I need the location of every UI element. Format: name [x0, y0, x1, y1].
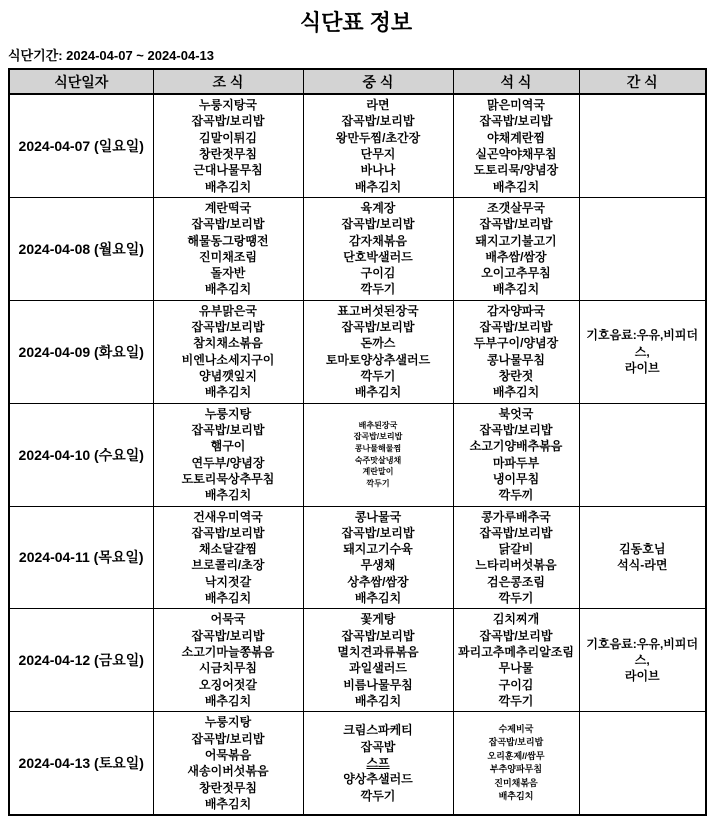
- menu-item: 깍두기: [366, 478, 390, 488]
- menu-item: 구이김: [360, 266, 396, 281]
- table-row: [9, 609, 706, 712]
- snack-cell: [579, 94, 706, 197]
- date-cell: 2024-04-12 (금요일): [9, 609, 153, 712]
- menu-item: 잡곡밥/보리밥: [488, 737, 544, 748]
- menu-item: 단무지: [360, 146, 396, 161]
- menu-item: 배추김치: [204, 385, 252, 400]
- snack-cell: [579, 712, 706, 815]
- page-title-text: 식단표 정보: [299, 10, 413, 35]
- menu-item: 진미채볶음: [494, 777, 538, 788]
- menu-item: 채소달걀찜: [199, 542, 257, 557]
- breakfast-cell: [153, 712, 303, 815]
- menu-item: 잡곡밥/보리밥: [341, 525, 415, 540]
- menu-item: 햄구이: [210, 439, 246, 454]
- snack-cell: [579, 403, 706, 506]
- menu-item: 기호음료:우유,비피더스,: [586, 328, 699, 359]
- snack-cell: [579, 609, 706, 712]
- menu-item: 콩가루배추국: [481, 509, 551, 524]
- snack-cell: [579, 300, 706, 403]
- menu-item: 깍두기: [360, 369, 396, 383]
- lunch-cell: [303, 403, 453, 506]
- meal-plan-table: [8, 68, 707, 816]
- menu-item: 잡곡밥/보리밥: [353, 432, 403, 442]
- menu-item: 잡곡밥/보리밥: [191, 628, 265, 643]
- menu-item: 잡곡밥: [360, 739, 396, 754]
- menu-item: 도토리묵/양념장: [473, 163, 559, 178]
- menu-item: 잡곡밥/보리밥: [341, 114, 415, 129]
- menu-item: 두부구이/양념장: [473, 336, 559, 351]
- menu-item: 배추김치: [492, 385, 540, 400]
- dinner-cell: [453, 403, 579, 506]
- menu-item: 잡곡밥/보리밥: [341, 217, 415, 232]
- menu-item: 단호박샐러드: [343, 249, 413, 264]
- menu-item: 브로콜리/초장: [191, 558, 265, 573]
- menu-item: 배추쌈/쌈장: [485, 249, 547, 264]
- menu-item: 어묵볶음: [204, 747, 252, 762]
- menu-item: 근대나물무침: [193, 163, 263, 178]
- date-cell: 2024-04-11 (목요일): [9, 506, 153, 609]
- menu-item: 잡곡밥/보리밥: [191, 114, 265, 129]
- dinner-cell: [453, 197, 579, 300]
- menu-item: 석식-라면: [617, 558, 668, 573]
- snack-cell: [579, 197, 706, 300]
- menu-item: 라이브: [624, 360, 660, 375]
- menu-item: 새송이버섯볶음: [187, 764, 269, 779]
- menu-item: 콩나물국: [354, 509, 402, 524]
- table-row: [9, 403, 706, 506]
- menu-item: 토마토양상추샐러드: [325, 352, 431, 367]
- menu-item: 조갯살무국: [487, 200, 545, 215]
- menu-item: 오리훈제//쌈무: [487, 750, 545, 761]
- menu-item: 배추김치: [498, 791, 534, 802]
- date-cell: 2024-04-07 (일요일): [9, 94, 153, 197]
- menu-item: 북엇국: [498, 406, 534, 421]
- menu-item: 양상추샐러드: [343, 772, 413, 787]
- date-cell: 2024-04-09 (화요일): [9, 300, 153, 403]
- menu-item: 김동호님: [619, 542, 666, 557]
- menu-item: 배추김치: [204, 591, 252, 606]
- menu-item: 감자양파국: [487, 303, 545, 318]
- menu-item: 배추김치: [354, 385, 402, 400]
- menu-item: 배추김치: [204, 796, 252, 811]
- dinner-cell: [453, 300, 579, 403]
- menu-item: 돼지고기수육: [343, 542, 413, 557]
- menu-item: 구이김: [498, 677, 534, 692]
- menu-item: 배추된장국: [358, 420, 398, 430]
- menu-item: 야채계란찜: [487, 130, 545, 145]
- menu-item: 부추양파무침: [489, 764, 543, 775]
- column-header-1: 조 식: [153, 69, 303, 94]
- menu-item: 계란떡국: [204, 200, 252, 215]
- menu-item: 잡곡밥/보리밥: [341, 320, 415, 335]
- menu-item: 잡곡밥/보리밥: [479, 114, 553, 129]
- menu-item: 소고기양배추볶음: [469, 439, 563, 454]
- menu-item: 왕만두찜/초간장: [335, 130, 421, 145]
- period-label: 식단기간: 2024-04-07 ~ 2024-04-13: [8, 48, 214, 63]
- dinner-cell: [453, 712, 579, 815]
- menu-item: 상추쌈/쌈장: [347, 574, 409, 589]
- menu-item: 깍두기: [498, 693, 534, 708]
- lunch-cell: [303, 712, 453, 815]
- menu-item: 닭갈비: [498, 542, 534, 557]
- column-header-4: 간 식: [579, 69, 706, 94]
- menu-item: 소고기마늘쫑볶음: [181, 645, 275, 659]
- menu-item: 오이고추무침: [481, 266, 551, 281]
- lunch-cell: [303, 94, 453, 197]
- dinner-cell: [453, 506, 579, 609]
- page-title: [0, 6, 712, 37]
- menu-item: 깍두기: [360, 282, 396, 297]
- table-row: [9, 94, 706, 197]
- menu-item: 라면: [366, 98, 390, 112]
- menu-item: 배추김치: [204, 282, 252, 297]
- menu-item: 오징어젓갈: [199, 677, 257, 692]
- menu-item: 비엔나소세지구이: [181, 352, 275, 367]
- menu-item: 배추김치: [492, 282, 540, 297]
- menu-item: 비름나물무침: [343, 677, 413, 692]
- menu-item: 표고버섯된장국: [337, 303, 419, 318]
- menu-item: 연두부/양념장: [191, 455, 265, 470]
- menu-item: 크림스파케티: [343, 723, 413, 738]
- menu-item: 무나물: [498, 661, 534, 676]
- menu-item: 낙지젓갈: [204, 574, 252, 589]
- menu-item: 누룽지탕: [204, 406, 252, 421]
- menu-item: 바나나: [360, 163, 396, 178]
- snack-cell: [579, 506, 706, 609]
- menu-item: 배추김치: [204, 179, 252, 194]
- menu-item: 검은콩조림: [487, 574, 545, 589]
- menu-item: 창란젓무침: [199, 146, 257, 161]
- date-cell: 2024-04-10 (수요일): [9, 403, 153, 506]
- menu-item: 건새우미역국: [193, 509, 263, 524]
- date-cell: 2024-04-08 (월요일): [9, 197, 153, 300]
- menu-item: 배추김치: [354, 591, 402, 606]
- menu-item: 돼지고기불고기: [475, 233, 557, 248]
- menu-item: 유부맑은국: [199, 303, 257, 318]
- lunch-cell: [303, 197, 453, 300]
- menu-item: 시금치무침: [199, 661, 257, 676]
- breakfast-cell: [153, 506, 303, 609]
- menu-item: 깍두기: [360, 788, 396, 803]
- menu-item: 스프: [366, 756, 390, 771]
- menu-item: 잡곡밥/보리밥: [479, 217, 553, 232]
- menu-item: 잡곡밥/보리밥: [191, 731, 265, 746]
- menu-item: 잡곡밥/보리밥: [191, 217, 265, 232]
- menu-item: 잡곡밥/보리밥: [341, 628, 415, 643]
- menu-item: 돌자반: [210, 266, 246, 281]
- menu-item: 창란젓무침: [199, 780, 257, 795]
- menu-item: 깍두끼: [498, 488, 534, 503]
- menu-item: 배추김치: [354, 693, 402, 708]
- menu-item: 실곤약야채무침: [475, 146, 557, 161]
- column-header-3: 석 식: [453, 69, 579, 94]
- menu-item: 누룽지탕국: [199, 98, 257, 112]
- menu-item: 무생채: [360, 558, 396, 573]
- breakfast-cell: [153, 94, 303, 197]
- menu-item: 누룽지탕: [204, 715, 252, 730]
- dinner-cell: [453, 94, 579, 197]
- menu-item: 느타리버섯볶음: [475, 558, 557, 573]
- header-row: [9, 69, 706, 94]
- breakfast-cell: [153, 609, 303, 712]
- menu-item: 배추김치: [492, 179, 540, 194]
- menu-item: 과일샐러드: [349, 661, 407, 676]
- menu-item: 잡곡밥/보리밥: [479, 525, 553, 540]
- menu-item: 육계장: [360, 200, 396, 215]
- menu-item: 창란젓: [498, 369, 534, 383]
- menu-item: 라이브: [624, 669, 660, 684]
- menu-item: 배추김치: [204, 488, 252, 503]
- menu-item: 콩나물무침: [487, 352, 545, 367]
- menu-item: 수제비국: [498, 723, 534, 734]
- table-row: [9, 197, 706, 300]
- menu-item: 숙주맛살냉채: [354, 455, 402, 465]
- menu-item: 꽃게탕: [360, 612, 396, 627]
- date-cell: 2024-04-13 (토요일): [9, 712, 153, 815]
- menu-item: 콩나물해물찜: [354, 443, 402, 453]
- menu-item: 기호음료:우유,비피더스,: [586, 636, 699, 668]
- menu-item: 멸치견과류볶음: [337, 645, 419, 659]
- breakfast-cell: [153, 403, 303, 506]
- column-header-0: 식단일자: [9, 69, 153, 94]
- menu-item: 깍두기: [498, 591, 534, 606]
- menu-item: 참치채소볶음: [193, 336, 263, 351]
- lunch-cell: [303, 300, 453, 403]
- menu-item: 맑은미역국: [487, 98, 545, 112]
- menu-item: 냉이무침: [492, 471, 540, 486]
- menu-item: 계란말이: [362, 467, 394, 477]
- menu-item: 잡곡밥/보리밥: [191, 525, 265, 540]
- menu-item: 꽈리고추메추리알조림: [458, 645, 574, 659]
- menu-item: 어묵국: [210, 612, 246, 627]
- menu-item: 배추김치: [204, 693, 252, 708]
- lunch-cell: [303, 609, 453, 712]
- menu-item: 진미채조림: [199, 249, 257, 264]
- menu-item: 잡곡밥/보리밥: [479, 422, 553, 437]
- table-body: [9, 94, 706, 815]
- menu-item: 해물동그랑땡전: [187, 233, 269, 248]
- table-row: [9, 300, 706, 403]
- menu-item: 돈까스: [360, 336, 396, 351]
- menu-item: 김말이튀김: [199, 130, 257, 145]
- menu-item: 잡곡밥/보리밥: [191, 422, 265, 437]
- menu-item: 잡곡밥/보리밥: [191, 320, 265, 335]
- meal-plan-page: [0, 6, 712, 811]
- breakfast-cell: [153, 197, 303, 300]
- menu-item: 잡곡밥/보리밥: [479, 628, 553, 643]
- menu-item: 도토리묵상추무침: [181, 471, 275, 486]
- dinner-cell: [453, 609, 579, 712]
- table-row: [9, 712, 706, 815]
- breakfast-cell: [153, 300, 303, 403]
- menu-item: 김치찌개: [492, 612, 540, 627]
- menu-item: 마파두부: [492, 455, 540, 470]
- lunch-cell: [303, 506, 453, 609]
- menu-item: 잡곡밥/보리밥: [479, 320, 553, 335]
- menu-item: 양념깻잎지: [199, 369, 257, 383]
- table-row: [9, 506, 706, 609]
- menu-item: 감자채볶음: [349, 233, 407, 248]
- column-header-2: 중 식: [303, 69, 453, 94]
- menu-item: 배추김치: [354, 179, 402, 194]
